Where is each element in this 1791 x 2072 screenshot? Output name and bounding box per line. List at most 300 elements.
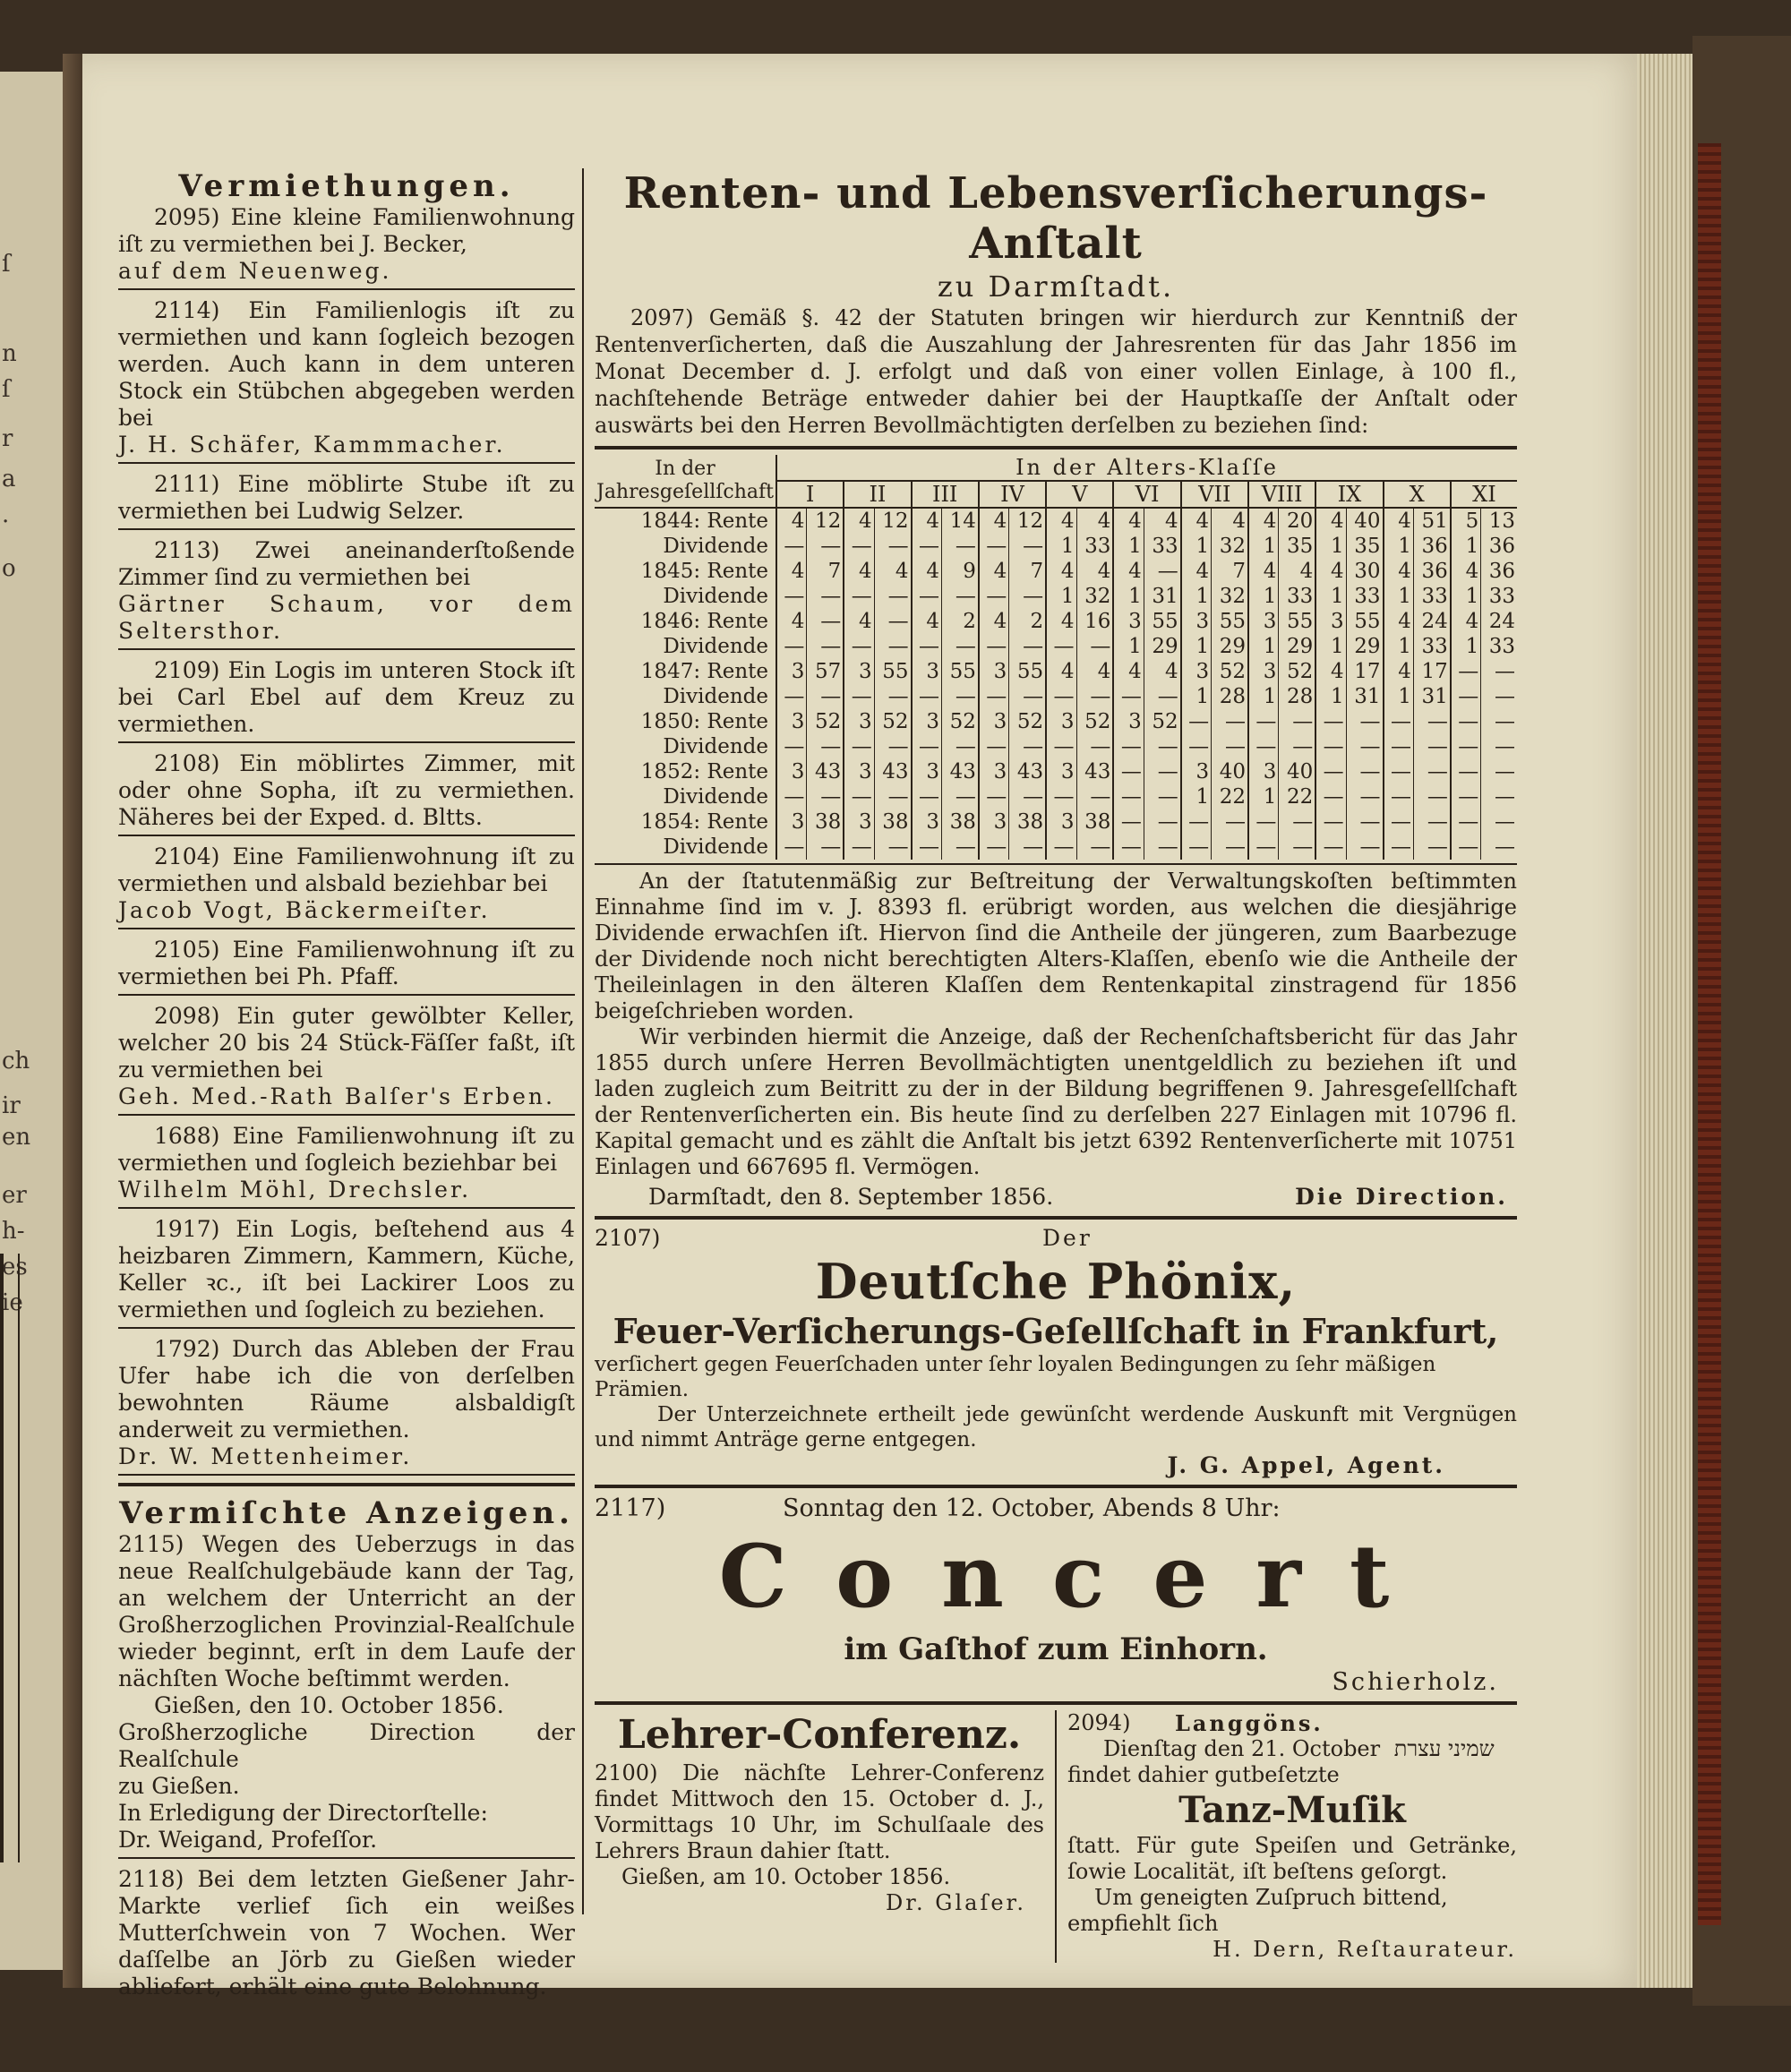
rental-ad-signature: Wilhelm Möhl, Drechsler.	[118, 1177, 472, 1203]
table-cell-florin: 4	[979, 559, 1009, 584]
phoenix-line1: verſichert gegen Feuerſchaden unter ſehr loyalen Bedingungen zu ſehr mäßigen Prämien.	[595, 1353, 1436, 1401]
table-cell-florin: —	[1181, 709, 1212, 734]
table-row	[595, 759, 1517, 784]
renten-subtitle: zu Darmſtadt.	[937, 270, 1175, 304]
table-cell-kreuzer: 4	[1076, 559, 1113, 584]
table-cell-kreuzer: —	[1346, 759, 1383, 784]
tanz-title: Tanz-Muſik	[1178, 1789, 1406, 1831]
rental-ad-text: 2105) Eine Familienwohnung iſt zu vermiethen bei Ph. Pfaff.	[118, 937, 575, 989]
table-cell-kreuzer: 12	[1009, 508, 1046, 534]
tanz-signature: H. Dern, Reſtaurateur.	[1213, 1937, 1517, 1962]
table-cell-kreuzer: —	[807, 684, 844, 709]
table-cell-kreuzer: 52	[1076, 709, 1113, 734]
table-row-label: 1845: Rente	[640, 560, 768, 583]
table-cell-florin: 1	[1384, 584, 1414, 609]
table-cell-kreuzer: —	[941, 734, 978, 759]
table-cell-kreuzer: 43	[874, 759, 911, 784]
table-cell-kreuzer: 20	[1279, 508, 1315, 534]
table-cell-kreuzer: —	[807, 584, 844, 609]
table-cell-florin: —	[776, 684, 807, 709]
table-cell-kreuzer: 55	[1346, 609, 1383, 634]
margin-fragment: .	[2, 501, 10, 528]
table-cell-florin: 4	[1315, 508, 1346, 534]
table-cell-kreuzer: 55	[874, 659, 911, 684]
table-cell-kreuzer: —	[1144, 809, 1180, 835]
table-cell-kreuzer: 17	[1413, 659, 1450, 684]
table-cell-florin: —	[844, 634, 874, 659]
renten-signature: Die Direction.	[1295, 1184, 1508, 1210]
table-cell-florin: —	[1046, 734, 1076, 759]
table-cell-kreuzer: —	[1144, 784, 1180, 809]
renten-para1: An der ſtatutenmäßig zur Beſtreitung der Verwaltungskoſten beſtimmten Einnahme ſind im v. J. 8393 fl. erübrigt worden, aus welchen die diesjährige Dividende erwachſen iſt. Hiervon ſind die Antheile der jüngeren, zum Baarbezuge der Dividende noch nicht berechtigten Alters-Klaſſen, ebenſo wie die Antheile der Theileinlagen in den älteren Klaſſen dem Rentenkapital zinstragend für 1856 beigeſchrieben worden.	[595, 869, 1517, 1023]
table-cell-kreuzer: 4	[874, 559, 911, 584]
rental-ad-text: 2109) Ein Logis im unteren Stock iſt bei Carl Ebel auf dem Kreuz zu vermiethen.	[118, 657, 575, 737]
table-cell-florin: —	[776, 784, 807, 809]
table-cell-kreuzer: —	[1144, 759, 1180, 784]
table-cell-kreuzer: 4	[1144, 508, 1180, 534]
table-cell-kreuzer: —	[1481, 809, 1517, 835]
ad-2115-signature: Dr. Weigand, Profeſſor.	[118, 1827, 378, 1853]
table-class-header: II	[844, 481, 911, 508]
table-cell-florin: —	[1113, 684, 1144, 709]
table-cell-florin: 3	[1248, 759, 1279, 784]
table-cell-florin: 4	[1181, 559, 1212, 584]
table-cell-florin: 3	[1046, 709, 1076, 734]
table-cell-florin: 4	[776, 508, 807, 534]
table-cell-kreuzer: 55	[1009, 659, 1046, 684]
table-cell-kreuzer: —	[1009, 734, 1046, 759]
table-cell-florin: 3	[1248, 609, 1279, 634]
table-cell-florin: 1	[1113, 534, 1144, 559]
rental-ad-signature: auf dem Neuenweg.	[118, 258, 392, 284]
table-row-label: 1850: Rente	[640, 710, 768, 733]
table-cell-kreuzer: —	[1481, 659, 1517, 684]
table-group-header: In der Alters-Klaſſe	[776, 455, 1517, 481]
table-cell-kreuzer: 36	[1413, 559, 1450, 584]
table-cell-kreuzer: —	[807, 534, 844, 559]
table-cell-kreuzer: —	[1009, 835, 1046, 860]
table-cell-kreuzer: —	[1212, 734, 1248, 759]
tanz-ad	[1057, 1710, 1517, 1963]
ad-2115-authority-place: zu Gießen.	[118, 1773, 240, 1799]
rental-ad-signature: Gärtner Schaum, vor dem Seltersthor.	[118, 591, 575, 644]
table-cell-kreuzer: —	[874, 734, 911, 759]
table-cell-kreuzer: —	[874, 634, 911, 659]
table-row-label: Dividende	[663, 685, 768, 708]
table-cell-florin: —	[1113, 734, 1144, 759]
table-cell-florin: 4	[1384, 559, 1414, 584]
table-cell-florin: —	[1451, 835, 1481, 860]
table-cell-kreuzer: 4	[1212, 508, 1248, 534]
table-cell-florin: —	[1248, 709, 1279, 734]
table-cell-florin: 1	[1113, 584, 1144, 609]
table-cell-florin: 3	[1248, 659, 1279, 684]
table-cell-kreuzer: —	[1144, 734, 1180, 759]
table-cell-kreuzer: 40	[1346, 508, 1383, 534]
renten-table	[595, 455, 1517, 860]
table-cell-florin: 1	[1248, 534, 1279, 559]
table-cell-florin: 4	[844, 508, 874, 534]
table-cell-florin: —	[1113, 759, 1144, 784]
table-cell-florin: 3	[1113, 709, 1144, 734]
table-cell-kreuzer: 52	[1212, 659, 1248, 684]
tanz-number: 2094)	[1067, 1710, 1131, 1735]
rental-ad	[118, 1336, 575, 1476]
table-cell-florin: —	[1181, 734, 1212, 759]
table-cell-florin: —	[1248, 835, 1279, 860]
page-edges	[1637, 54, 1692, 1988]
table-cell-florin: —	[1451, 759, 1481, 784]
table-cell-florin: —	[776, 634, 807, 659]
table-cell-kreuzer: —	[1279, 835, 1315, 860]
ad-2115	[118, 1531, 575, 1859]
table-cell-kreuzer: 33	[1481, 634, 1517, 659]
table-cell-kreuzer: —	[941, 584, 978, 609]
table-cell-kreuzer: —	[1076, 734, 1113, 759]
table-cell-florin: —	[844, 684, 874, 709]
table-cell-florin: 3	[776, 659, 807, 684]
table-cell-kreuzer: —	[1413, 784, 1450, 809]
table-cell-florin: —	[1384, 734, 1414, 759]
table-cell-kreuzer: —	[1009, 584, 1046, 609]
table-top-rule	[595, 446, 1517, 450]
rental-ad-text: 2098) Ein guter gewölbter Keller, welcher 20 bis 24 Stück-Fäſſer faßt, iſt zu vermiethen bei	[118, 1003, 575, 1083]
table-cell-kreuzer: 32	[1212, 534, 1248, 559]
table-cell-florin: 1	[1248, 784, 1279, 809]
table-cell-florin: 4	[1248, 508, 1279, 534]
table-cell-florin: 1	[1384, 534, 1414, 559]
table-cell-florin: —	[1451, 809, 1481, 835]
table-cell-florin: 3	[844, 809, 874, 835]
table-cell-kreuzer: 36	[1413, 534, 1450, 559]
table-cell-florin: 3	[979, 709, 1009, 734]
table-cell-kreuzer: 4	[1076, 659, 1113, 684]
table-cell-florin: 3	[1046, 759, 1076, 784]
phoenix-ad	[595, 1225, 1517, 1479]
margin-fragment: r	[2, 425, 13, 452]
table-cell-kreuzer: —	[941, 784, 978, 809]
table-cell-kreuzer: —	[874, 584, 911, 609]
table-cell-florin: —	[1181, 835, 1212, 860]
table-cell-kreuzer: 28	[1279, 684, 1315, 709]
ad-2115-note: In Erledigung der Directorſtelle:	[118, 1800, 488, 1826]
table-cell-kreuzer: 40	[1212, 759, 1248, 784]
ad-2118	[118, 1866, 575, 2004]
table-row	[595, 684, 1517, 709]
lehrer-title: Lehrer-Conferenz.	[617, 1712, 1022, 1758]
table-cell-florin: —	[1384, 784, 1414, 809]
table-cell-florin: —	[844, 734, 874, 759]
table-cell-florin: —	[912, 634, 942, 659]
table-cell-kreuzer: —	[874, 784, 911, 809]
table-cell-kreuzer: —	[1009, 684, 1046, 709]
table-cell-florin: 1	[1315, 534, 1346, 559]
table-cell-kreuzer: 4	[1279, 559, 1315, 584]
table-cell-florin: —	[1451, 784, 1481, 809]
table-cell-kreuzer: 55	[1144, 609, 1180, 634]
table-cell-kreuzer: —	[1481, 734, 1517, 759]
rental-ad	[118, 937, 575, 996]
table-cell-kreuzer: —	[874, 835, 911, 860]
table-cell-florin: —	[912, 584, 942, 609]
rental-ad-text: 2108) Ein möblirtes Zimmer, mit oder ohne Sopha, iſt zu vermiethen. Näheres bei der Exped. d. Bltts.	[118, 750, 575, 830]
rental-ad	[118, 1216, 575, 1329]
table-cell-kreuzer: —	[874, 534, 911, 559]
table-cell-florin: 3	[776, 809, 807, 835]
table-row	[595, 784, 1517, 809]
table-cell-kreuzer: 7	[1212, 559, 1248, 584]
table-cell-florin: 4	[1248, 559, 1279, 584]
table-cell-kreuzer: 38	[807, 809, 844, 835]
table-cell-kreuzer: 14	[941, 508, 978, 534]
table-cell-florin: 3	[1113, 609, 1144, 634]
margin-fragment: ſ	[2, 376, 11, 403]
right-column	[595, 168, 1517, 1963]
table-cell-kreuzer: —	[1009, 784, 1046, 809]
table-cell-florin: —	[1248, 809, 1279, 835]
margin-fragment: n	[2, 340, 17, 367]
table-cell-kreuzer: 16	[1076, 609, 1113, 634]
table-cell-kreuzer: 55	[1212, 609, 1248, 634]
table-cell-kreuzer: 33	[1144, 534, 1180, 559]
table-cell-florin: —	[844, 584, 874, 609]
phoenix-line2: Der Unterzeichnete ertheilt jede gewünſcht werdende Auskunft mit Vergnügen und nimmt Anträge gerne entgegen.	[595, 1403, 1517, 1451]
table-cell-florin: —	[1451, 684, 1481, 709]
table-cell-florin: —	[1113, 809, 1144, 835]
table-cell-florin: 3	[844, 659, 874, 684]
table-cell-kreuzer: —	[874, 684, 911, 709]
table-cell-kreuzer: 33	[1413, 584, 1450, 609]
table-cell-florin: 4	[912, 609, 942, 634]
table-cell-florin: 3	[912, 759, 942, 784]
table-cell-kreuzer: 43	[807, 759, 844, 784]
tanz-text: ſtatt. Für gute Speiſen und Getränke, ſowie Localität, iſt beſtens geſorgt.	[1067, 1833, 1517, 1884]
concert-date: Sonntag den 12. October, Abends 8 Uhr:	[783, 1494, 1281, 1522]
concert-ad	[595, 1494, 1517, 1696]
lehrer-ad	[595, 1710, 1057, 1963]
table-cell-florin: —	[979, 784, 1009, 809]
table-cell-florin: —	[1451, 659, 1481, 684]
table-cell-florin: 3	[912, 659, 942, 684]
table-cell-florin: —	[1384, 809, 1414, 835]
table-cell-florin: —	[979, 734, 1009, 759]
table-cell-kreuzer: —	[1009, 634, 1046, 659]
table-cell-florin: —	[776, 734, 807, 759]
table-cell-kreuzer: 35	[1346, 534, 1383, 559]
table-cell-kreuzer: 29	[1212, 634, 1248, 659]
table-cell-florin: —	[1315, 835, 1346, 860]
table-cell-kreuzer: 4	[1076, 508, 1113, 534]
table-cell-kreuzer: —	[1481, 709, 1517, 734]
table-cell-kreuzer: —	[1346, 709, 1383, 734]
table-cell-kreuzer: 33	[1076, 534, 1113, 559]
table-cell-florin: 4	[979, 508, 1009, 534]
margin-fragment: o	[2, 555, 16, 582]
table-cell-florin: 3	[1315, 609, 1346, 634]
table-cell-florin: 4	[1113, 659, 1144, 684]
ad-2115-text: 2115) Wegen des Ueberzugs in das neue Realſchulgebäude kann der Tag, an welchem der Unterricht an der Großherzoglichen Provinzial-Realſchule wieder beginnt, erſt in dem Laufe der nächſten Woche beſtimmt werden.	[118, 1531, 575, 1691]
table-cell-florin: 3	[844, 709, 874, 734]
table-cell-kreuzer: —	[807, 609, 844, 634]
table-cell-florin: 1	[1181, 534, 1212, 559]
table-cell-florin: —	[776, 835, 807, 860]
table-cell-kreuzer: 33	[1279, 584, 1315, 609]
table-row-label: 1852: Rente	[640, 760, 768, 783]
rental-ad	[118, 1123, 575, 1209]
table-cell-kreuzer: —	[807, 634, 844, 659]
table-cell-florin: —	[1046, 634, 1076, 659]
table-body	[595, 508, 1517, 860]
table-cell-florin: 1	[1384, 684, 1414, 709]
phoenix-title: Deutſche Phönix,	[815, 1253, 1297, 1310]
table-cell-florin: 4	[979, 609, 1009, 634]
table-cell-florin: —	[912, 835, 942, 860]
table-cell-florin: —	[1046, 784, 1076, 809]
phoenix-der: Der	[1042, 1225, 1093, 1251]
rental-ad-text: 1917) Ein Logis, beſtehend aus 4 heizbaren Zimmern, Kammern, Küche, Keller ꝛc., iſt bei Lackirer Loos zu vermiethen und ſogleich zu beziehen.	[118, 1216, 575, 1323]
table-row	[595, 734, 1517, 759]
lehrer-date: Gießen, am 10. October 1856.	[621, 1864, 951, 1889]
margin-fragment: a	[2, 466, 16, 492]
table-cell-kreuzer: 43	[1076, 759, 1113, 784]
table-row	[595, 534, 1517, 559]
table-cell-florin: —	[1046, 684, 1076, 709]
table-cell-florin: 4	[776, 609, 807, 634]
table-row	[595, 508, 1517, 534]
table-cell-kreuzer: 55	[941, 659, 978, 684]
table-cell-kreuzer: 52	[941, 709, 978, 734]
table-cell-florin: 3	[844, 759, 874, 784]
table-cell-kreuzer: —	[1481, 684, 1517, 709]
rental-ad-signature: Dr. W. Mettenheimer.	[118, 1443, 413, 1469]
table-cell-kreuzer: 7	[807, 559, 844, 584]
table-row-label: Dividende	[663, 735, 768, 758]
table-cell-florin: 1	[1315, 684, 1346, 709]
table-cell-florin: 4	[1046, 609, 1076, 634]
table-cell-kreuzer: 32	[1076, 584, 1113, 609]
table-cell-kreuzer: 38	[1009, 809, 1046, 835]
table-cell-florin: —	[1384, 835, 1414, 860]
table-class-header: VI	[1113, 481, 1180, 508]
table-cell-florin: —	[1451, 709, 1481, 734]
table-cell-florin: 1	[1248, 634, 1279, 659]
margin-fragment: h-	[2, 1218, 25, 1245]
table-cell-kreuzer: 9	[941, 559, 978, 584]
table-cell-kreuzer: —	[1279, 809, 1315, 835]
table-cell-florin: 3	[979, 759, 1009, 784]
table-cell-florin: 4	[1046, 659, 1076, 684]
table-cell-florin: —	[844, 835, 874, 860]
table-cell-florin: —	[979, 634, 1009, 659]
table-row-label: Dividende	[663, 585, 768, 608]
table-cell-florin: —	[1451, 734, 1481, 759]
table-cell-kreuzer: —	[1009, 534, 1046, 559]
table-cell-florin: 1	[1451, 584, 1481, 609]
table-bottom-rule	[595, 863, 1517, 865]
ad-2118-text: 2118) Bei dem letzten Gießener Jahr-Markte verlief ſich ein weißes Mutterſchwein von 7 Wochen. Wer daſſelbe an Jörb zu Gießen wieder abliefert, erhält eine gute Belohnung.	[118, 1866, 575, 1999]
table-cell-florin: 1	[1181, 584, 1212, 609]
renten-para2: Wir verbinden hiermit die Anzeige, daß der Rechenſchaftsbericht für das Jahr 1855 durch unſere Herren Bevollmächtigten unentgeldlich zu beziehen iſt und laden zugleich zum Beitritt zu der in der Bildung begriffenen 9. Jahresgeſellſchaft der Rentenverſicherten ein. Bis heute ſind zu derſelben 227 Einlagen mit 10796 fl. Kapital gemacht und es zählt die Anſtalt bis jetzt 6392 Rentenverſicherte mit 10751 Einlagen und 667695 fl. Vermögen.	[595, 1024, 1517, 1179]
rental-ad	[118, 657, 575, 743]
table-cell-florin: —	[1315, 759, 1346, 784]
table-cell-florin: 4	[912, 508, 942, 534]
rental-ad-text: 2104) Eine Familienwohnung iſt zu vermiethen und alsbald beziehbar bei	[118, 843, 575, 896]
table-cell-kreuzer: —	[874, 609, 911, 634]
table-cell-florin: 3	[1046, 809, 1076, 835]
table-row	[595, 634, 1517, 659]
table-cell-florin: —	[844, 534, 874, 559]
table-cell-kreuzer: 38	[874, 809, 911, 835]
table-cell-kreuzer: 31	[1144, 584, 1180, 609]
table-cell-kreuzer: —	[807, 784, 844, 809]
bottom-ads	[595, 1710, 1517, 1963]
table-cell-kreuzer: 24	[1413, 609, 1450, 634]
table-cell-florin: 3	[1181, 659, 1212, 684]
table-cell-florin: —	[1181, 809, 1212, 835]
renten-divider	[595, 1216, 1517, 1220]
table-cell-florin: —	[979, 534, 1009, 559]
ad-2115-authority: Großherzogliche Direction der Realſchule	[118, 1719, 575, 1772]
table-cell-kreuzer: 22	[1279, 784, 1315, 809]
table-cell-florin: 3	[912, 709, 942, 734]
rental-ad-text: 2095) Eine kleine Familienwohnung iſt zu vermiethen bei J. Becker,	[118, 204, 575, 257]
table-cell-kreuzer: 52	[1279, 659, 1315, 684]
table-cell-florin: 1	[1181, 784, 1212, 809]
table-cell-kreuzer: 29	[1346, 634, 1383, 659]
table-cell-kreuzer: 29	[1279, 634, 1315, 659]
table-cell-florin: 3	[1181, 609, 1212, 634]
table-cell-florin: 4	[912, 559, 942, 584]
table-cell-kreuzer: —	[1279, 709, 1315, 734]
rental-ad	[118, 1003, 575, 1116]
table-cell-kreuzer: —	[941, 835, 978, 860]
table-cell-kreuzer: 7	[1009, 559, 1046, 584]
table-cell-florin: —	[1384, 709, 1414, 734]
table-cell-kreuzer: 43	[1009, 759, 1046, 784]
table-cell-kreuzer: —	[807, 835, 844, 860]
table-cell-florin: —	[776, 584, 807, 609]
table-cell-florin: 1	[1046, 584, 1076, 609]
table-cell-kreuzer: 24	[1481, 609, 1517, 634]
table-cell-kreuzer: 30	[1346, 559, 1383, 584]
table-class-header: IV	[979, 481, 1046, 508]
table-cell-kreuzer: 32	[1212, 584, 1248, 609]
table-cell-kreuzer: 12	[807, 508, 844, 534]
table-cell-kreuzer: —	[941, 634, 978, 659]
table-row	[595, 659, 1517, 684]
table-row-label: 1844: Rente	[640, 509, 768, 533]
rental-ad-text: 1688) Eine Familienwohnung iſt zu vermiethen und ſogleich beziehbar bei	[118, 1123, 575, 1176]
table-cell-florin: —	[1113, 835, 1144, 860]
table-cell-kreuzer: 33	[1413, 634, 1450, 659]
table-cell-florin: 1	[1315, 634, 1346, 659]
renten-place-date: Darmſtadt, den 8. September 1856.	[648, 1184, 1054, 1210]
table-cell-florin: —	[912, 784, 942, 809]
table-cell-florin: 4	[1384, 508, 1414, 534]
rental-ad-text: 2111) Eine möblirte Stube iſt zu vermiethen bei Ludwig Selzer.	[118, 471, 575, 524]
table-cell-florin: 3	[776, 759, 807, 784]
column-rule	[582, 168, 584, 1914]
table-cell-kreuzer: —	[1212, 835, 1248, 860]
table-cell-florin: —	[1315, 709, 1346, 734]
table-cell-kreuzer: —	[1413, 734, 1450, 759]
table-class-header: IX	[1315, 481, 1383, 508]
table-cell-florin: 1	[1248, 684, 1279, 709]
table-row-label: 1847: Rente	[640, 660, 768, 683]
table-cell-florin: —	[1113, 784, 1144, 809]
table-cell-florin: —	[979, 835, 1009, 860]
table-cell-florin: —	[912, 734, 942, 759]
